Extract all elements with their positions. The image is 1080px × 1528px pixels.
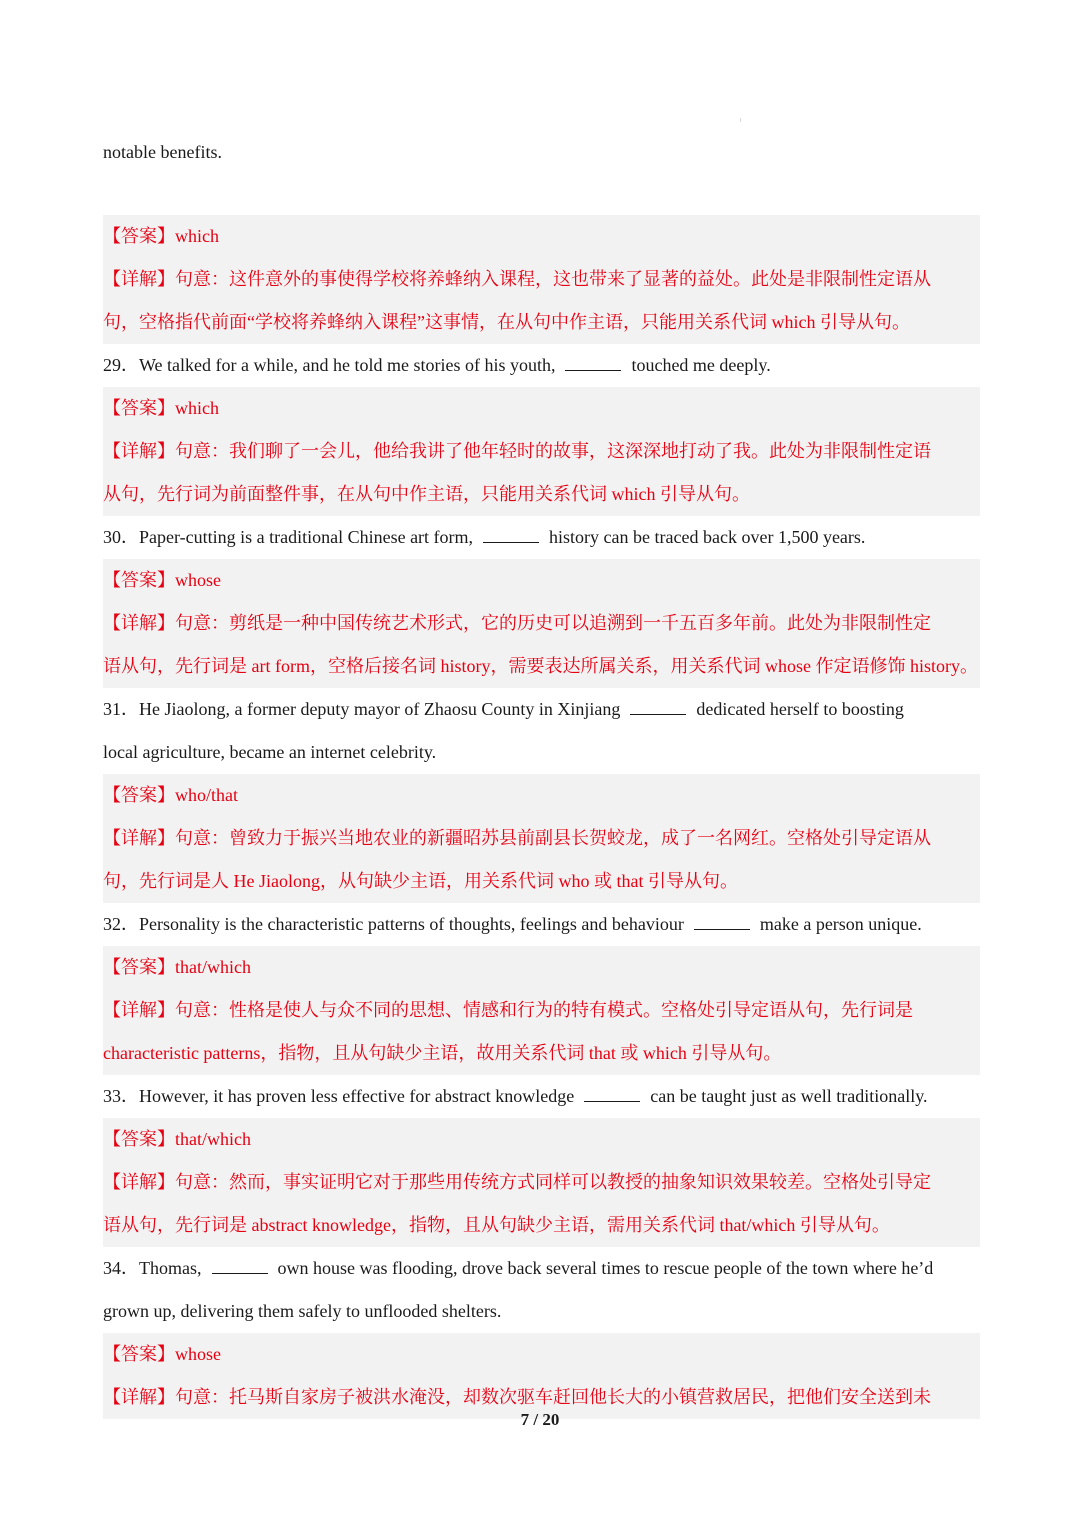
- answer-blank: [565, 356, 621, 371]
- question-text: 30．Paper-cutting is a traditional Chinese art form,: [103, 527, 474, 547]
- question-text: 31．He Jiaolong, a former deputy mayor of Zhaosu County in Xinjiang: [103, 699, 621, 719]
- answer-box: [103, 559, 980, 688]
- explanation-line: 【详解】句意：我们聊了一会儿，他给我讲了他年轻时的故事，这深深地打动了我。此处为非限制性定语: [103, 441, 931, 461]
- question-text: 34．Thomas,: [103, 1258, 202, 1278]
- answer-line: 【答案】which: [103, 398, 219, 418]
- answer-blank: [212, 1259, 268, 1274]
- question-line: [103, 1075, 980, 1118]
- question-text: touched me deeply.: [631, 355, 771, 375]
- answer-box: [103, 1118, 980, 1247]
- answer-blank: [630, 700, 686, 715]
- explanation-line: 【详解】句意：性格是使人与众不同的思想、情感和行为的特有模式。空格处引导定语从句，先行词是: [103, 1000, 913, 1020]
- answer-blank: [584, 1087, 640, 1102]
- question-text: 32．Personality is the characteristic patterns of thoughts, feelings and behaviour: [103, 914, 684, 934]
- question-line: [103, 903, 980, 946]
- question-text: can be taught just as well traditionally.: [650, 1086, 928, 1106]
- question-text: make a person unique.: [759, 914, 922, 934]
- question-text: history can be traced back over 1,500 years.: [549, 527, 866, 547]
- explanation-line: 【详解】句意：剪纸是一种中国传统艺术形式，它的历史可以追溯到一千五百多年前。此处为非限制性定: [103, 613, 931, 633]
- spacer: [103, 174, 980, 215]
- answer-blank: [694, 915, 750, 930]
- question-text: dedicated herself to boosting: [696, 699, 904, 719]
- answer-blank: [483, 528, 539, 543]
- question-line: [103, 516, 980, 559]
- explanation-line: 语从句，先行词是 abstract knowledge，指物，且从句缺少主语，需用关系代词 that/which 引导从句。: [103, 1215, 890, 1235]
- explanation-line: 【详解】句意：这件意外的事使得学校将养蜂纳入课程，这也带来了显著的益处。此处是非限制性定语从: [103, 269, 931, 289]
- question-text: 29．We talked for a while, and he told me stories of his youth,: [103, 355, 556, 375]
- question-line: [103, 344, 980, 387]
- explanation-line: 句，先行词是人 He Jiaolong，从句缺少主语，用关系代词 who 或 that 引导从句。: [103, 871, 738, 891]
- answer-line: 【答案】that/which: [103, 957, 251, 977]
- answer-box: [103, 774, 980, 903]
- explanation-line: 从句，先行词为前面整件事，在从句中作主语，只能用关系代词 which 引导从句。: [103, 484, 750, 504]
- answer-line: 【答案】that/which: [103, 1129, 251, 1149]
- explanation-line: 【详解】句意：曾致力于振兴当地农业的新疆昭苏县前副县长贺蛟龙，成了一名网红。空格处引导定语从: [103, 828, 931, 848]
- answer-box: [103, 1333, 980, 1419]
- question-continuation: local agriculture, became an internet celebrity.: [103, 742, 437, 762]
- question-text: 33．However, it has proven less effective for abstract knowledge: [103, 1086, 575, 1106]
- question-text: own house was flooding, drove back several times to rescue people of the town where he’d: [277, 1258, 934, 1278]
- answer-line: 【答案】whose: [103, 1344, 221, 1364]
- page-content: [103, 131, 980, 1419]
- explanation-line: 句，空格指代前面“学校将养蜂纳入课程”这事情，在从句中作主语，只能用关系代词 which 引导从句。: [103, 312, 910, 332]
- answer-box: [103, 387, 980, 516]
- explanation-line: 【详解】句意：托马斯自家房子被洪水淹没，却数次驱车赶回他长大的小镇营救居民，把他们安全送到未: [103, 1387, 931, 1407]
- explanation-line: 语从句，先行词是 art form，空格后接名词 history，需要表达所属关系，用关系代词 whose 作定语修饰 history。: [103, 656, 978, 676]
- explanation-line: 【详解】句意：然而，事实证明它对于那些用传统方式同样可以教授的抽象知识效果较差。空格处引导定: [103, 1172, 931, 1192]
- explanation-line: characteristic patterns，指物，且从句缺少主语，故用关系代词 that 或 which 引导从句。: [103, 1043, 782, 1063]
- answer-box: [103, 946, 980, 1075]
- question-line: [103, 688, 980, 731]
- question-continuation: grown up, delivering them safely to unflooded shelters.: [103, 1301, 502, 1321]
- answer-line: 【答案】who/that: [103, 785, 238, 805]
- intro-line: notable benefits.: [103, 142, 222, 162]
- scan-mark: [740, 118, 741, 122]
- answer-line: 【答案】which: [103, 226, 219, 246]
- answer-box: [103, 215, 980, 344]
- question-line: [103, 1247, 980, 1290]
- answer-line: 【答案】whose: [103, 570, 221, 590]
- page-number: 7 / 20: [520, 1410, 560, 1429]
